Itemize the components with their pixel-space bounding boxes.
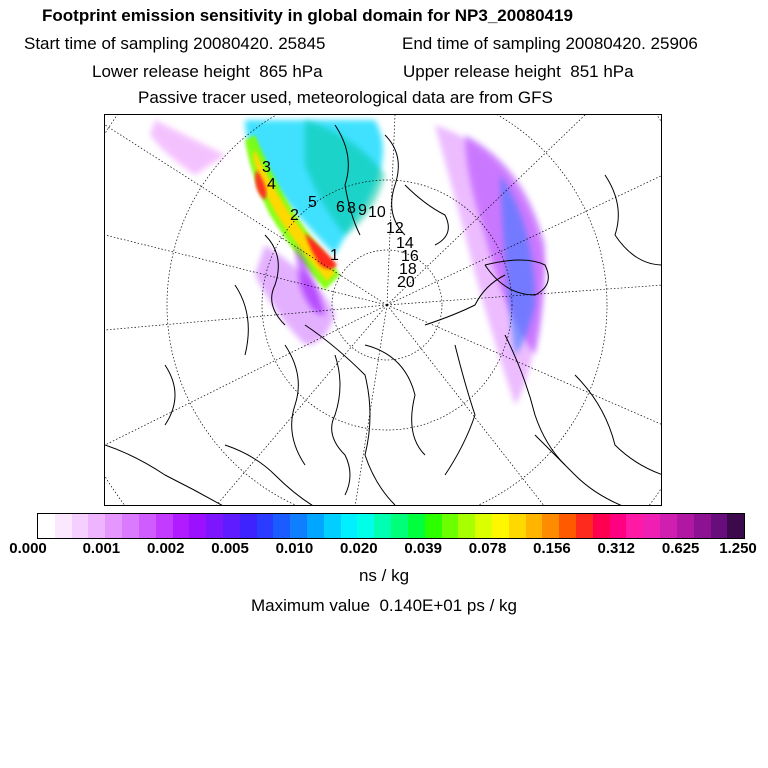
colorbar-segment — [105, 514, 122, 538]
colorbar-tick-label: 0.020 — [340, 540, 378, 557]
traj-label: 10 — [368, 204, 386, 221]
traj-label: 9 — [358, 202, 367, 219]
colorbar-segment — [72, 514, 89, 538]
colorbar-segment — [660, 514, 677, 538]
colorbar-segment — [357, 514, 374, 538]
traj-label: 3 — [262, 159, 271, 176]
colorbar-segment — [626, 514, 643, 538]
traj-label: 2 — [290, 207, 299, 224]
colorbar-segment — [240, 514, 257, 538]
colorbar-segment — [677, 514, 694, 538]
lower-release-label: Lower release height 865 hPa — [92, 62, 323, 81]
traj-label: 16 — [401, 248, 419, 265]
colorbar-segment — [458, 514, 475, 538]
colorbar-tick-label: 0.625 — [661, 540, 700, 557]
footprint-map — [104, 114, 662, 506]
colorbar-tick-label: 0.039 — [404, 540, 442, 557]
colorbar-segment — [442, 514, 459, 538]
colorbar-segment — [593, 514, 610, 538]
colorbar-segment — [273, 514, 290, 538]
traj-label: 6 — [336, 199, 345, 216]
colorbar-segment — [408, 514, 425, 538]
colorbar-segment — [189, 514, 206, 538]
colorbar-segment — [711, 514, 728, 538]
colorbar-segment — [88, 514, 105, 538]
colorbar-tick-label: 0.010 — [275, 540, 314, 557]
max-value-label: Maximum value 0.140E+01 ps / kg — [251, 596, 517, 615]
colorbar-segment — [391, 514, 408, 538]
traj-label: 18 — [399, 261, 417, 278]
colorbar-segment — [122, 514, 139, 538]
colorbar-segment — [206, 514, 223, 538]
start-time-label: Start time of sampling 20080420. 25845 — [24, 34, 326, 53]
colorbar-segment — [643, 514, 660, 538]
colorbar-segment — [374, 514, 391, 538]
coastlines — [105, 125, 662, 506]
colorbar-segment — [475, 514, 492, 538]
traj-label: 12 — [386, 220, 404, 237]
colorbar-segment — [559, 514, 576, 538]
colorbar-segment — [257, 514, 274, 538]
colorbar-segment — [576, 514, 593, 538]
tracer-note: Passive tracer used, meteorological data are from GFS — [138, 88, 553, 107]
traj-label: 8 — [347, 200, 356, 217]
colorbar-segment — [610, 514, 627, 538]
map-canvas — [105, 115, 662, 506]
colorbar — [37, 513, 745, 539]
colorbar-segment — [38, 514, 55, 538]
colorbar-segment — [425, 514, 442, 538]
sensitivity-field — [150, 120, 545, 405]
traj-label: 5 — [308, 194, 317, 211]
unit-label: ns / kg — [358, 566, 410, 585]
colorbar-segment — [290, 514, 307, 538]
colorbar-segment — [307, 514, 324, 538]
colorbar-tick-label: 0.078 — [468, 540, 507, 557]
colorbar-segment — [542, 514, 559, 538]
colorbar-tick-label: 0.156 — [533, 540, 571, 557]
colorbar-segment — [156, 514, 173, 538]
colorbar-tick-label: 0.005 — [211, 540, 249, 557]
traj-label: 1 — [330, 247, 339, 264]
colorbar-tick-label: 1.250 — [719, 540, 757, 557]
colorbar-segment — [55, 514, 72, 538]
plot-title: Footprint emission sensitivity in global domain for NP3_20080419 — [42, 6, 573, 25]
colorbar-segment — [526, 514, 543, 538]
colorbar-tick-label: 0.001 — [82, 540, 121, 557]
colorbar-tick-label: 0.000 — [9, 540, 47, 557]
traj-label: 4 — [267, 176, 276, 193]
colorbar-tick-label: 0.002 — [146, 540, 185, 557]
colorbar-segment — [324, 514, 341, 538]
colorbar-segment — [509, 514, 526, 538]
traj-label: 14 — [396, 235, 414, 252]
colorbar-segment — [341, 514, 358, 538]
colorbar-segment — [694, 514, 711, 538]
colorbar-tick-label: 0.312 — [597, 540, 636, 557]
colorbar-segment — [492, 514, 509, 538]
upper-release-label: Upper release height 851 hPa — [403, 62, 634, 81]
colorbar-segment — [139, 514, 156, 538]
end-time-label: End time of sampling 20080420. 25906 — [402, 34, 698, 53]
colorbar-segment — [173, 514, 190, 538]
colorbar-segment — [727, 514, 744, 538]
colorbar-segment — [223, 514, 240, 538]
traj-label: 20 — [397, 274, 415, 291]
